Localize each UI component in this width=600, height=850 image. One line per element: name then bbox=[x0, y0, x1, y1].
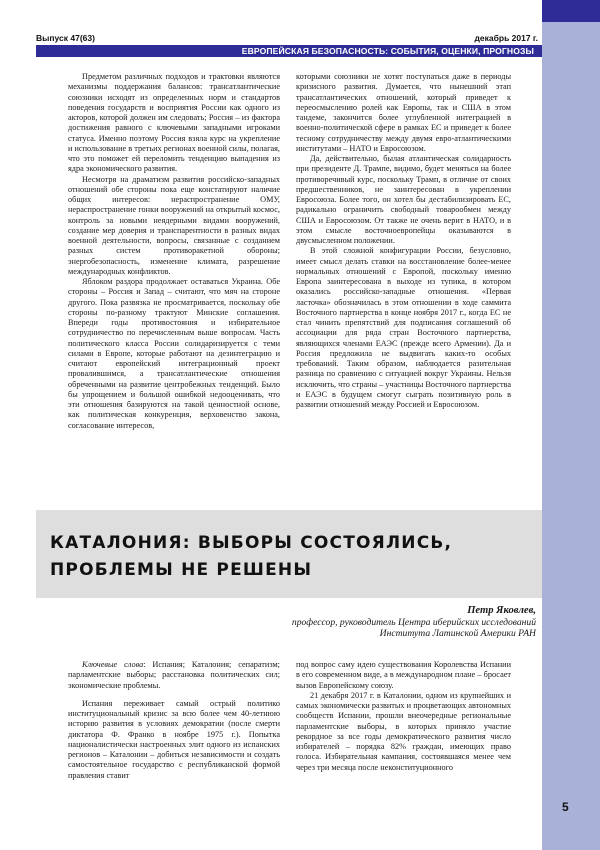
author-name: Петр Яковлев, bbox=[467, 605, 536, 616]
author-block bbox=[292, 604, 536, 639]
paragraph: Предметом различных подходов и трактовки являются механизмы поддержания балансов: трансатлантические союзники исходят из определенных норм и стандартов поведения государств и восприятия России как одного из акторов, которой должен им следовать; Россия – из фактора достижения равного с ключевыми западными игроками статуса. Именно поэтому Россия взяла курс на укрепление и использование в третьих регионах военной силы, полагая, что это поможет ей переломить тенденцию выпадения из ядра экономического развития. bbox=[68, 72, 280, 174]
author-affiliation-line-1: профессор, руководитель Центра иберийских исследований bbox=[291, 617, 536, 628]
author-affiliation-line-2: Института Латинской Америки РАН bbox=[379, 628, 536, 639]
article-title-line-2: ПРОБЛЕМЫ НЕ РЕШЕНЫ bbox=[50, 560, 313, 580]
keywords-text: : Испания; Каталония; сепаратизм; парламентские выборы; расстановка политических сил; экономические проблемы. bbox=[68, 660, 280, 690]
right-margin-bar-top bbox=[542, 0, 600, 22]
issue-date: декабрь 2017 г. bbox=[474, 33, 538, 43]
paragraph: В этой сложной конфигурации России, безусловно, имеет смысл делать ставки на восстановление более-менее нормальных отношений с Европой, поскольку именно Европа заинтересована в выходе из тупика, в котором оказались российско-западные отношения. «Первая ласточка» обозначилась в этом отношении в ходе саммита Восточного партнерства в конце ноября 2017 г., когда ЕС не стал чинить препятствий для подписания соглашений об ассоциации для ряда стран Восточного партнерства, являющихся членами ЕАЭС (прежде всего Армении). Да и Россия предложила не выдвигать каких-то особых требований. Таким образом, наблюдается разительная разница по сравнению с ситуацией вокруг Украины. Нельзя исключить, что страны – участницы Восточного партнерства и ЕАЭС в будущем смогут сыграть позитивную роль в развитии отношений между Россией и Евросоюзом. bbox=[296, 246, 511, 409]
page-number: 5 bbox=[562, 800, 569, 814]
right-margin-bar bbox=[542, 0, 600, 850]
article-title-box bbox=[36, 510, 542, 598]
keywords-label: Ключевые слова bbox=[82, 660, 144, 669]
paragraph: Да, действительно, былая атлантическая солидарность при президенте Д. Трампе, видимо, будет меняться на более противоречивый курс, поскольку Трамп, в отличие от своих предшественников, не заинтересован в укреплении Евросоюза. Более того, он хотел бы дестабилизировать ЕС, радикально ограничить свободный товарообмен между США и Евросоюзом. От также не очень верит в НАТО, и в этом смысле восточноевропейцы оказываются в двусмысленном положении. bbox=[296, 154, 511, 245]
top-right-column bbox=[296, 72, 511, 410]
paragraph: которыми союзники не хотят поступаться даже в периоды кризисного развития. Думается, что нынешний этап трансатлантических отношений, который приведет к переосмыслению ролей как Европы, так и США в этом тандеме, закончится более углубленной интеграцией в военно-политической сфере в рамках ЕС и приведет к более тесному сотрудничеству между двумя евро-атлантическими институтами – НАТО и Евросоюзом. bbox=[296, 72, 511, 153]
article-left-column bbox=[68, 660, 280, 781]
paragraph: Испания переживает самый острый политико институциональный кризис за всю более чем 40-летнюю историю развития в условиях демократии (после смерти диктатора Ф. Франко в ноябре 1975 г.). Попытка националистически настроенных элит одного из испанских регионов – Каталонии – добиться независимости и создать самостоятельное государство с республиканской формой правления ставит bbox=[68, 698, 280, 780]
paragraph: 21 декабря 2017 г. в Каталонии, одном из крупнейших и самых экономически развитых и процветающих автономных сообществ Испании, прошли внеочередные региональные парламентские выборы, в которых приняло участие рекордное за все годы демократического развития число избирателей – порядка 82% граждан, имеющих право голоса. Избирательная кампания, состоявшаяся менее чем через три месяца после неконституционного bbox=[296, 690, 511, 772]
paragraph: Яблоком раздора продолжает оставаться Украина. Обе стороны – Россия и Запад – считают, что мяч на стороне другого. Пока развязка не просматривается, поскольку обе стороны по-разному трактуют Минские соглашения. Впереди годы противостояния и избирательное сотрудничество по перечисленным выше вопросам. Часть политического класса России солидаризируется с теми силами в Европе, которые работают на дезинтеграцию и считают европейский интеграционный проект провалившимся, а трансатлантические отношения обреченными на развитие центробежных тенденций. Было бы упрощением и большой ошибкой недооценивать, что эти отношения базируются на такой ценностной основе, как политическая конкуренция, верховенство закона, согласование интересов, bbox=[68, 277, 280, 430]
article-title bbox=[50, 530, 452, 584]
paragraph: Несмотря на драматизм развития российско-западных отношений обе стороны пока еще констатируют наличие общих интересов: нераспространение ОМУ, нераспространение гонки вооружений на открытый космос, контроль за новыми неядерными видами вооружений, создание мер доверия и транспарентности в разных видах военной деятельности, вопросы, связанные с созданием разных систем противоракетной обороны; энергобезопасность, изменение климата, разрешение международных конфликтов. bbox=[68, 174, 280, 276]
article-right-column bbox=[296, 660, 511, 773]
paragraph: под вопрос саму идею существования Королевства Испании в его современном виде, а в международном плане – бросает вызов Европейскому союзу. bbox=[296, 660, 511, 690]
section-title-bar: ЕВРОПЕЙСКАЯ БЕЗОПАСНОСТЬ: СОБЫТИЯ, ОЦЕНКИ, ПРОГНОЗЫ bbox=[36, 45, 542, 57]
issue-number: Выпуск 47(63) bbox=[36, 33, 95, 43]
running-header bbox=[36, 33, 538, 45]
keywords bbox=[68, 660, 280, 691]
article-title-line-1: КАТАЛОНИЯ: ВЫБОРЫ СОСТОЯЛИСЬ, bbox=[50, 533, 453, 553]
top-left-column bbox=[68, 72, 280, 431]
